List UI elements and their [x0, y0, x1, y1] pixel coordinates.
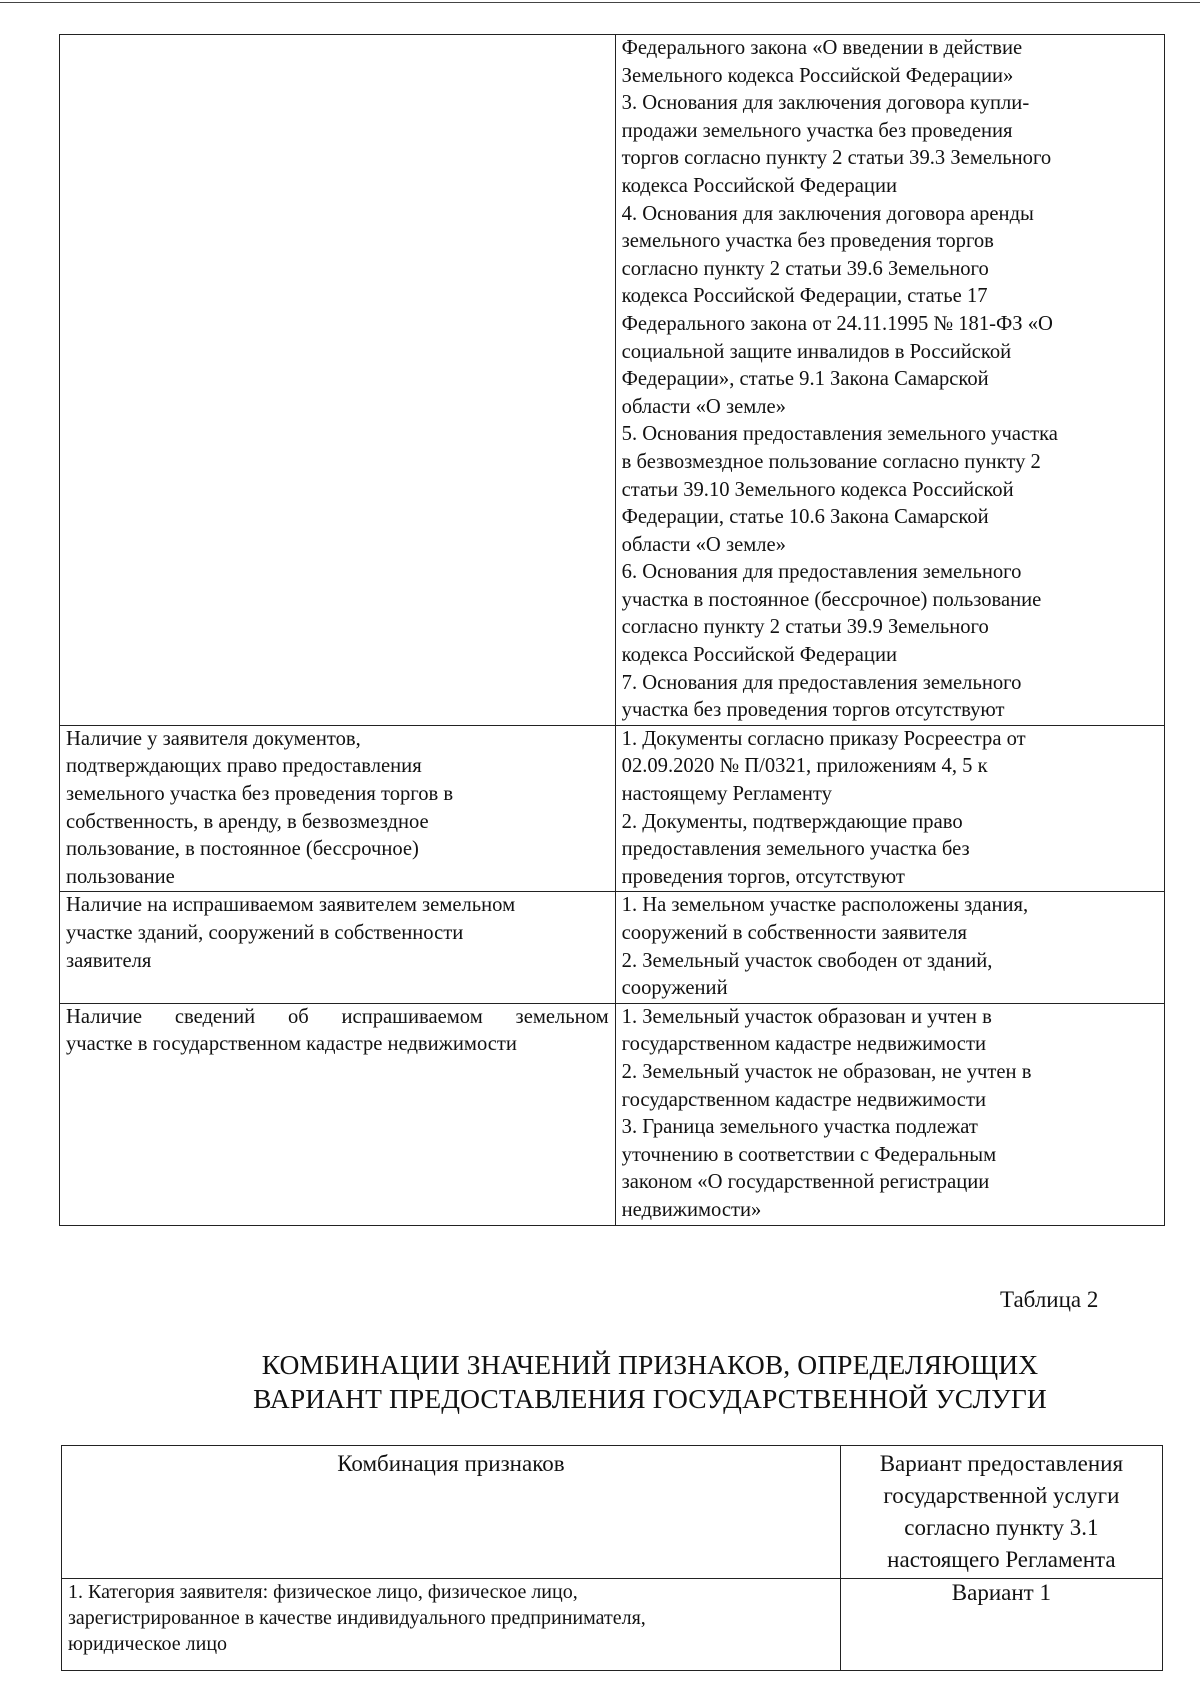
combination-line: 1. Категория заявителя: физическое лицо, физическое лицо, [68, 1581, 578, 1603]
values-cell [615, 1003, 1164, 1225]
values-cell [615, 725, 1164, 892]
criterion-line: земельного участка без проведения торгов в [66, 783, 454, 806]
header-variant [840, 1446, 1162, 1579]
value-line: государственном кадастре недвижимости [621, 1088, 986, 1111]
header-variant-line: настоящего Регламента [887, 1547, 1116, 1572]
header-variant-line: согласно пункту 3.1 [904, 1515, 1099, 1540]
title-line: КОМБИНАЦИИ ЗНАЧЕНИЙ ПРИЗНАКОВ, ОПРЕДЕЛЯЮЩИХ [261, 1349, 1039, 1380]
value-line: Федерального закона от 24.11.1995 № 181-ФЗ «О [621, 312, 1053, 335]
value-line: настоящему Регламенту [621, 783, 832, 806]
value-line: 5. Основания предоставления земельного участка [621, 423, 1058, 446]
value-line: 4. Основания для заключения договора аренды [621, 202, 1034, 225]
criterion-cell [60, 1003, 616, 1225]
value-line: 02.09.2020 № П/0321, приложениям 4, 5 к [621, 755, 988, 778]
criterion-line: Наличие на испрашиваемом заявителем земельном [66, 894, 516, 917]
value-line: участка в постоянное (бессрочное) пользование [621, 588, 1042, 611]
value-line: 1. Документы согласно приказу Росреестра от [621, 727, 1026, 750]
value-line: 3. Основания для заключения договора купли- [621, 92, 1030, 115]
value-line: уточнению в соответствии с Федеральным [621, 1143, 997, 1166]
table-header-row [62, 1446, 1163, 1579]
value-line: 2. Документы, подтверждающие право [621, 810, 963, 833]
value-line: предоставления земельного участка без [621, 838, 970, 861]
combination-line: юридическое лицо [68, 1633, 228, 1655]
value-line: 2. Земельный участок свободен от зданий, [621, 949, 993, 972]
table-title [60, 1348, 1200, 1416]
value-line: государственном кадастре недвижимости [621, 1033, 986, 1056]
value-line: социальной защите инвалидов в Российской [621, 340, 1012, 363]
value-line: Земельного кодекса Российской Федерации» [621, 64, 1014, 87]
criterion-line: участке зданий, сооружений в собственности [66, 922, 464, 944]
value-line: недвижимости» [621, 1198, 762, 1221]
value-line: статьи 39.10 Земельного кодекса Российской [621, 478, 1014, 501]
value-line: 7. Основания для предоставления земельного [621, 671, 1022, 694]
criterion-line: пользование [66, 865, 175, 888]
table-row [60, 892, 1165, 1003]
value-line: области «О земле» [621, 395, 786, 418]
variant-cell: Вариант 1 [840, 1579, 1162, 1671]
criterion-line: заявителя [66, 949, 152, 972]
table-row [60, 35, 1165, 726]
value-line: участка без проведения торгов отсутствуют [621, 699, 1005, 722]
value-line: 6. Основания для предоставления земельного [621, 561, 1022, 584]
criterion-line: участке в государственном кадастре недвижимости [66, 1033, 517, 1056]
criterion-line: Наличие сведений об испрашиваемом земельном [66, 1005, 609, 1028]
value-line: согласно пункту 2 статьи 39.6 Земельного [621, 257, 989, 280]
value-line: 3. Граница земельного участка подлежат [621, 1116, 978, 1139]
value-line: 1. Земельный участок образован и учтен в [621, 1005, 992, 1028]
table-number: Таблица 2 [1000, 1287, 1099, 1312]
value-line: сооружений [621, 977, 728, 1000]
value-line: Федерации, статье 10.6 Закона Самарской [621, 506, 989, 529]
value-line: кодекса Российской Федерации [621, 174, 897, 197]
criterion-cell [60, 725, 616, 892]
criterion-line: пользование, в постоянное (бессрочное) [66, 838, 419, 861]
value-line: 1. На земельном участке расположены здания, [621, 894, 1029, 917]
value-line: продажи земельного участка без проведения [621, 119, 1013, 142]
criterion-line: Наличие у заявителя документов, [66, 727, 361, 750]
value-line: кодекса Российской Федерации [621, 644, 897, 667]
value-line: Федерации», статье 9.1 Закона Самарской [621, 368, 989, 391]
criterion-cell [60, 35, 616, 726]
value-line: законом «О государственной регистрации [621, 1171, 990, 1194]
combination-line: зарегистрированное в качестве индивидуального предпринимателя, [68, 1607, 646, 1629]
value-line: земельного участка без проведения торгов [621, 230, 994, 253]
combinations-table [61, 1445, 1163, 1671]
value-line: области «О земле» [621, 533, 786, 556]
table-row [60, 725, 1165, 892]
value-line: проведения торгов, отсутствуют [621, 865, 905, 888]
title-line: ВАРИАНТ ПРЕДОСТАВЛЕНИЯ ГОСУДАРСТВЕННОЙ УСЛУГИ [253, 1383, 1047, 1414]
value-line: 2. Земельный участок не образован, не учтен в [621, 1060, 1032, 1083]
criteria-table [59, 34, 1165, 1226]
value-line: в безвозмездное пользование согласно пункту 2 [621, 450, 1041, 473]
values-cell [615, 892, 1164, 1003]
value-line: согласно пункту 2 статьи 39.9 Земельного [621, 616, 989, 639]
header-variant-line: Вариант предоставления [879, 1451, 1124, 1476]
page-top-rule [0, 2, 1200, 3]
header-variant-line: государственной услуги [883, 1483, 1120, 1508]
criterion-cell [60, 892, 616, 1003]
values-cell [615, 35, 1164, 726]
table-row [62, 1579, 1163, 1671]
header-combination: Комбинация признаков [62, 1446, 841, 1579]
criterion-line: подтверждающих право предоставления [66, 755, 422, 778]
value-line: Федерального закона «О введении в действие [621, 37, 1023, 59]
combination-cell [62, 1579, 841, 1671]
value-line: торгов согласно пункту 2 статьи 39.3 Земельного [621, 147, 1052, 170]
criterion-line: собственность, в аренду, в безвозмездное [66, 810, 429, 833]
value-line: сооружений в собственности заявителя [621, 922, 967, 944]
table-row [60, 1003, 1165, 1225]
value-line: кодекса Российской Федерации, статье 17 [621, 285, 988, 308]
